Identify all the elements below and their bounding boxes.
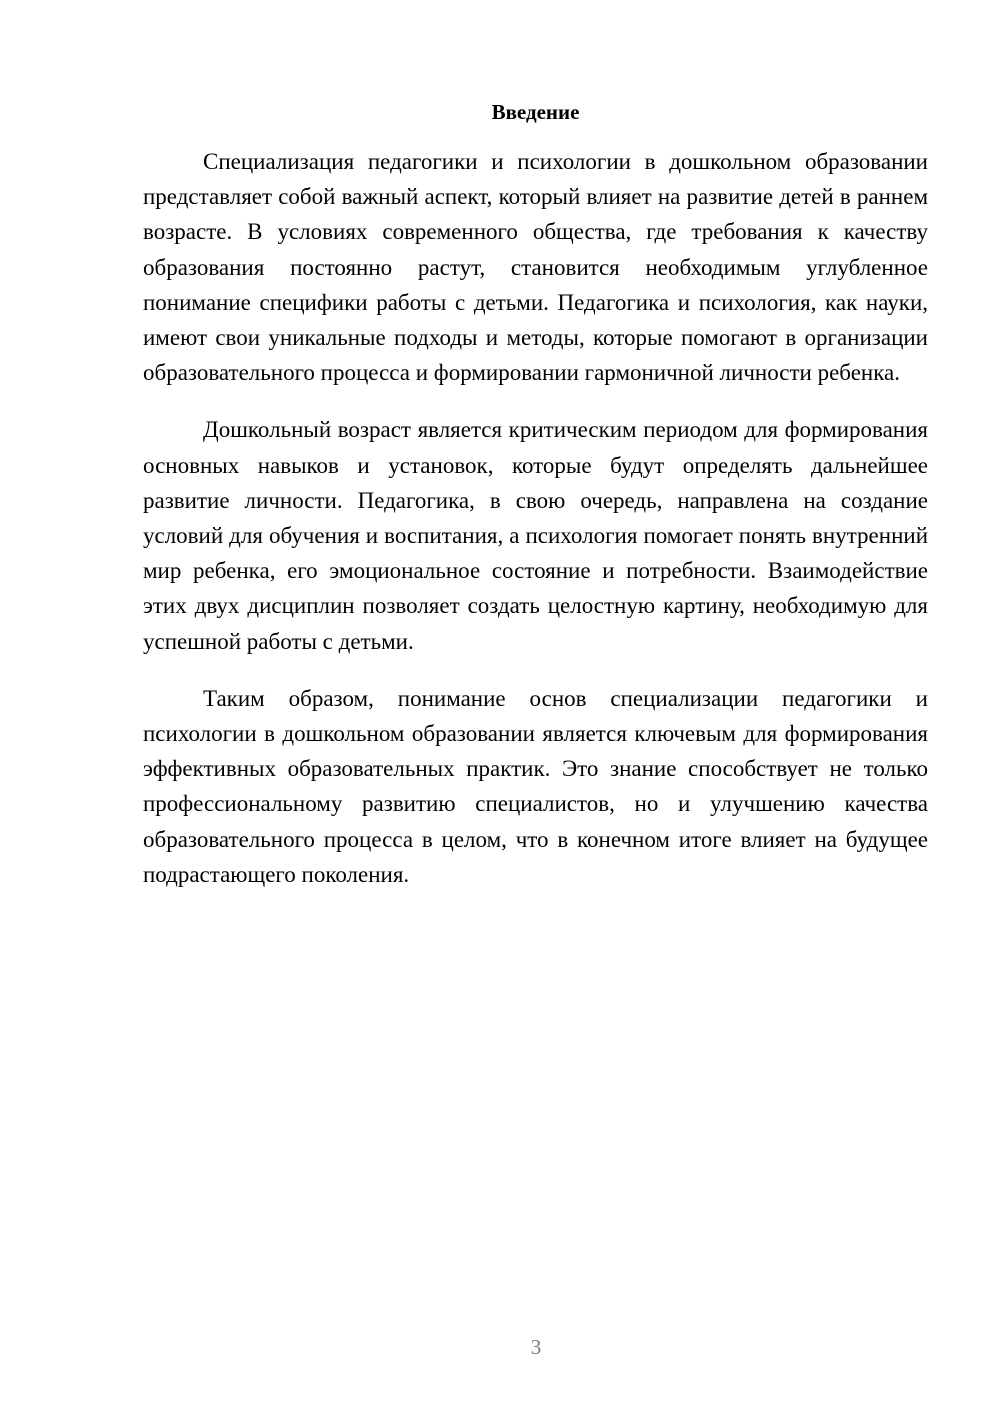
page-title: Введение [491,100,580,124]
paragraph-3: Таким образом, понимание основ специализации педагогики и психологии в дошкольном образовании является ключевым для формирования эффективных образовательных практик. Это знание способствует не только профессиональному развитию специалистов, но и улучшению качества образовательного процесса в целом, что в конечном итоге влияет на будущее подрастающего поколения. [143,685,928,887]
body-text [143,144,928,914]
page-number: 3 [530,1335,542,1359]
paragraph-1: Специализация педагогики и психологии в дошкольном образовании представляет собой важный аспект, который влияет на развитие детей в раннем возрасте. В условиях современного общества, где требования к качеству образования постоянно растут, становится необходимым углубленное понимание специфики работы с детьми. Педагогика и психология, как науки, имеют свои уникальные подходы и методы, которые помогают в организации образовательного процесса и формировании гармоничной личности ребенка. [143,149,928,386]
paragraph-2: Дошкольный возраст является критическим периодом для формирования основных навыков и установок, которые будут определять дальнейшее развитие личности. Педагогика, в свою очередь, направлена на создание условий для обучения и воспитания, а психология помогает понять внутренний мир ребенка, его эмоциональное состояние и потребности. Взаимодействие этих двух дисциплин позволяет создать целостную картину, необходимую для успешной работы с детьми. [143,417,928,654]
